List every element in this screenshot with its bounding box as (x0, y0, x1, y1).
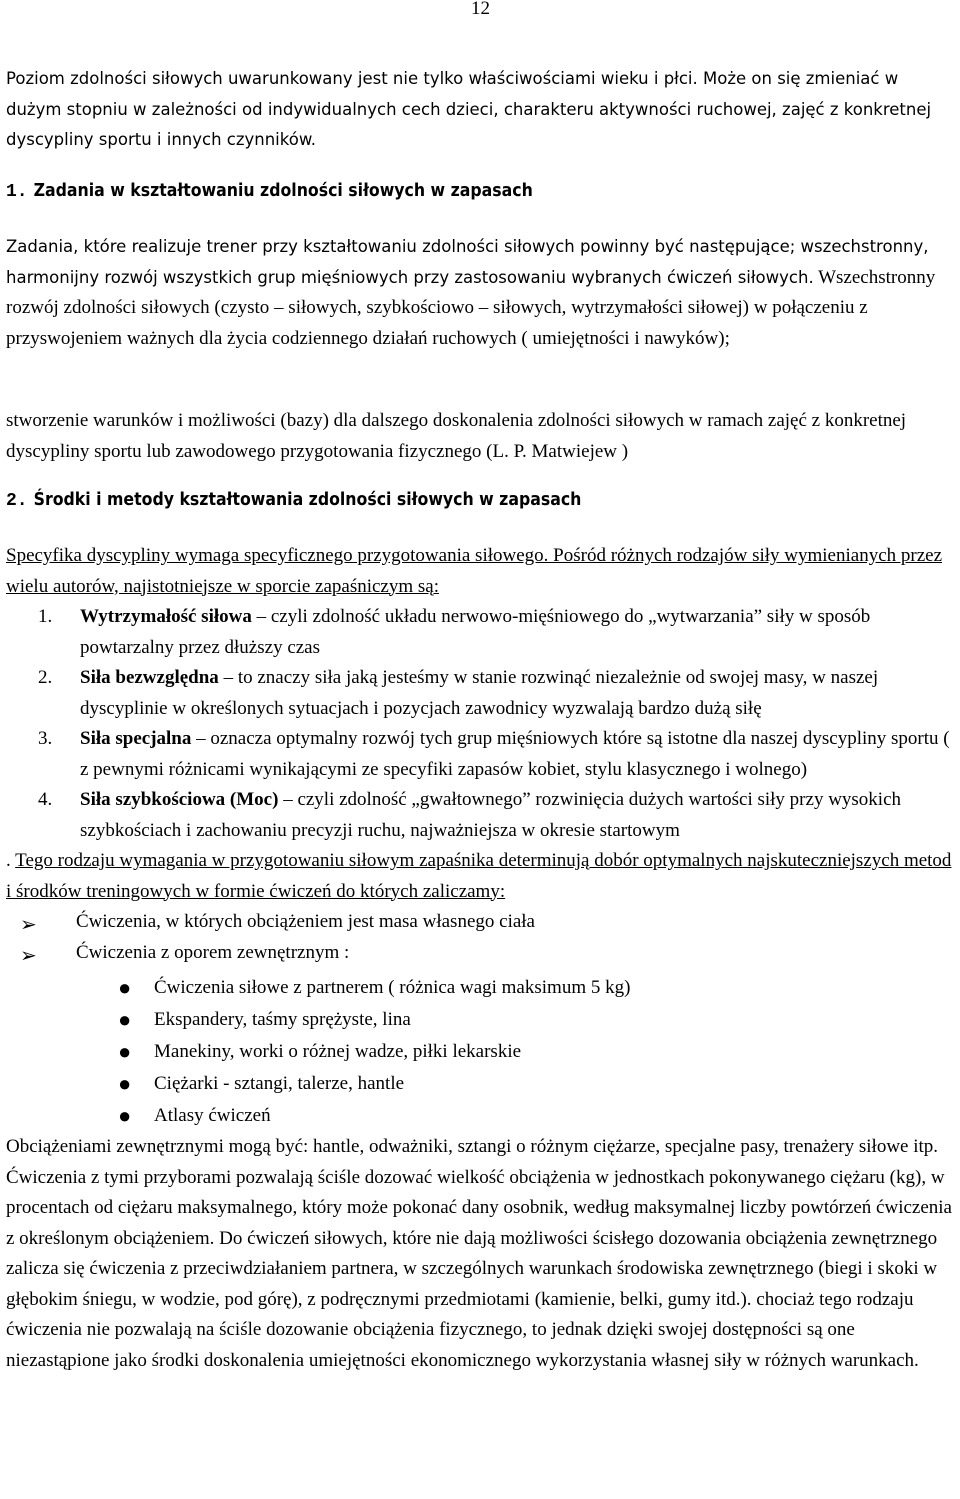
list-item-term: Siła bezwzględna (80, 667, 219, 688)
bullet-item (6, 1036, 954, 1068)
bullet-text: Ekspandery, taśmy sprężyste, lina (154, 1009, 411, 1030)
section1-heading (6, 181, 954, 202)
list-item-term: Wytrzymałość siłowa (80, 606, 252, 627)
section1-p1: Zadania, które realizuje trener przy kształtowaniu zdolności siłowych powinny być następujące; wszechstronny, harmonijny rozwój wszystkich grup mięśniowych przy zastosowaniu wybranych ćwiczeń siłowych. (6, 237, 929, 287)
intro-paragraph (6, 64, 954, 156)
after-list-text: Tego rodzaju wymagania w przygotowaniu siłowym zapaśnika determinują dobór optymalnych najskuteczniejszych metod i środków treningowych w formie ćwiczeń do których zaliczamy: (6, 850, 952, 902)
intro-text: Poziom zdolności siłowych uwarunkowany jest nie tylko właściwościami wieku i płci. Może on się zmieniać w dużym stopniu w zależności od indywidualnych cech dzieci, charakteru aktywności ruchowej, zajęć z konkretnej dyscypliny sportu i innych czynników. (6, 69, 932, 149)
check-item-text: Ćwiczenia, w których obciążeniem jest masa własnego ciała (76, 911, 535, 932)
list-item (6, 785, 954, 846)
section2-title: Środki i metody kształtowania zdolności siłowych w zapasach (33, 490, 582, 510)
bullet-item (6, 1100, 954, 1132)
bullet-icon: ● (118, 1039, 132, 1064)
after-list-paragraph (6, 846, 954, 907)
bullet-text: Ciężarki - sztangi, talerze, hantle (154, 1073, 405, 1094)
bullet-text: Atlasy ćwiczeń (154, 1105, 271, 1126)
bullet-icon: ● (118, 975, 132, 1000)
bullet-text: Manekiny, worki o różnej wadze, piłki lekarskie (154, 1041, 522, 1062)
list-item-text: – czyli zdolność „gwałtownego” rozwinięcia dużych wartości siły przy wysokich szybkościach i zachowaniu precyzji ruchu, najważniejsza w okresie startowym (80, 789, 902, 841)
bullet-item (6, 1004, 954, 1036)
section2-intro: Specyfika dyscypliny wymaga specyficznego przygotowania siłowego. Pośród różnych rodzajów siły wymienianych przez wielu autorów, najistotniejsze w sporcie zapaśniczym są: (6, 545, 943, 597)
force-types-list (6, 602, 954, 846)
section1-p2-block (6, 406, 954, 467)
section1-title: Zadania w kształtowaniu zdolności siłowych w zapasach (33, 181, 533, 201)
section1-p1b: Wszechstronny rozwój zdolności siłowych (czysto – siłowych, szybkościowo – siłowych, wytrzymałości siłowej) w połączeniu z przyswojeniem ważnych dla życia codziennego działań ruchowych ( umiejętności i nawyków); (6, 266, 936, 349)
section1-body (6, 232, 954, 354)
list-item-text: – oznacza optymalny rozwój tych grup mięśniowych które są istotne dla naszej dyscypliny sportu ( z pewnymi różnicami wynikającymi ze specyfiki zapasów kobiet, stylu klasycznego i wolnego) (80, 728, 950, 780)
check-item (6, 938, 954, 969)
list-item-term: Siła specjalna (80, 728, 192, 749)
bullet-icon: ● (118, 1071, 132, 1096)
list-item-number: 1. (38, 606, 53, 627)
list-item (6, 724, 954, 785)
list-item-number: 3. (38, 728, 53, 749)
bullet-text: Ćwiczenia siłowe z partnerem ( różnica wagi maksimum 5 kg) (154, 977, 631, 998)
closing-paragraph: Obciążeniami zewnętrznymi mogą być: hantle, odważniki, sztangi o różnym ciężarze, specjalne pasy, trenażery siłowe itp. Ćwiczenia z tymi przyborami pozwalają ściśle dozować wielkość obciążenia w jednostkach pokonywanego ciężaru (kg), w procentach od ciężaru maksymalnego, który może pokonać dany osobnik, według maksymalnej liczby powtórzeń ćwiczenia z określonym obciążeniem. Do ćwiczeń siłowych, które nie dają możliwości ścisłego dozowania obciążenia zewnętrznego zalicza się ćwiczenia z przeciwdziałaniem partnera, w szczególnych warunkach środowiska zewnętrznego (biegi i skoki w głębokim śniegu, w wodzie, pod górę), z podręcznymi przedmiotami (kamienie, belki, gumy itd.). chociaż tego rodzaju ćwiczenia nie pozwalają na ściśle dozowanie obciążenia fizycznego, to jednak dzięki swojej dostępności są one niezastąpione jako środki doskonalenia umiejętności ekonomicznego wykorzystania własnej siły w różnych warunkach. (6, 1136, 952, 1371)
list-item-text: – czyli zdolność układu nerwowo-mięśniowego do „wytwarzania” siły w sposób powtarzalny przez dłuższy czas (80, 606, 871, 658)
bullet-item (6, 972, 954, 1004)
check-item (6, 907, 954, 938)
bullet-icon: ● (118, 1103, 132, 1128)
list-item (6, 663, 954, 724)
list-item-term: Siła szybkościowa (Moc) (80, 789, 279, 810)
list-item-text: – to znaczy siła jaką jesteśmy w stanie rozwinąć niezależnie od swojej masy, w naszej dyscyplinie w określonych sytuacjach i pozycjach zawodnicy wyzwalają bardzo dużą siłę (80, 667, 879, 719)
arrow-check-icon: ➢ (20, 914, 37, 936)
bullet-icon: ● (118, 1007, 132, 1032)
section2-heading (6, 490, 954, 511)
list-item (6, 602, 954, 663)
after-list-lead: . (6, 850, 16, 871)
page-number: 12 (471, 0, 490, 19)
section1-number: 1. (6, 182, 28, 202)
list-item-number: 4. (38, 789, 53, 810)
arrow-check-icon: ➢ (20, 944, 37, 967)
check-item-text: Ćwiczenia z oporem zewnętrznym : (76, 941, 350, 963)
bullet-item (6, 1068, 954, 1100)
section2-body (6, 541, 954, 1376)
section2-number: 2. (6, 491, 28, 511)
section1-p2: stworzenie warunków i możliwości (bazy) dla dalszego doskonalenia zdolności siłowych w ramach zajęć z konkretnej dyscypliny sportu lub zawodowego przygotowania fizycznego (L. P. Matwiejew ) (6, 410, 907, 462)
list-item-number: 2. (38, 667, 53, 688)
